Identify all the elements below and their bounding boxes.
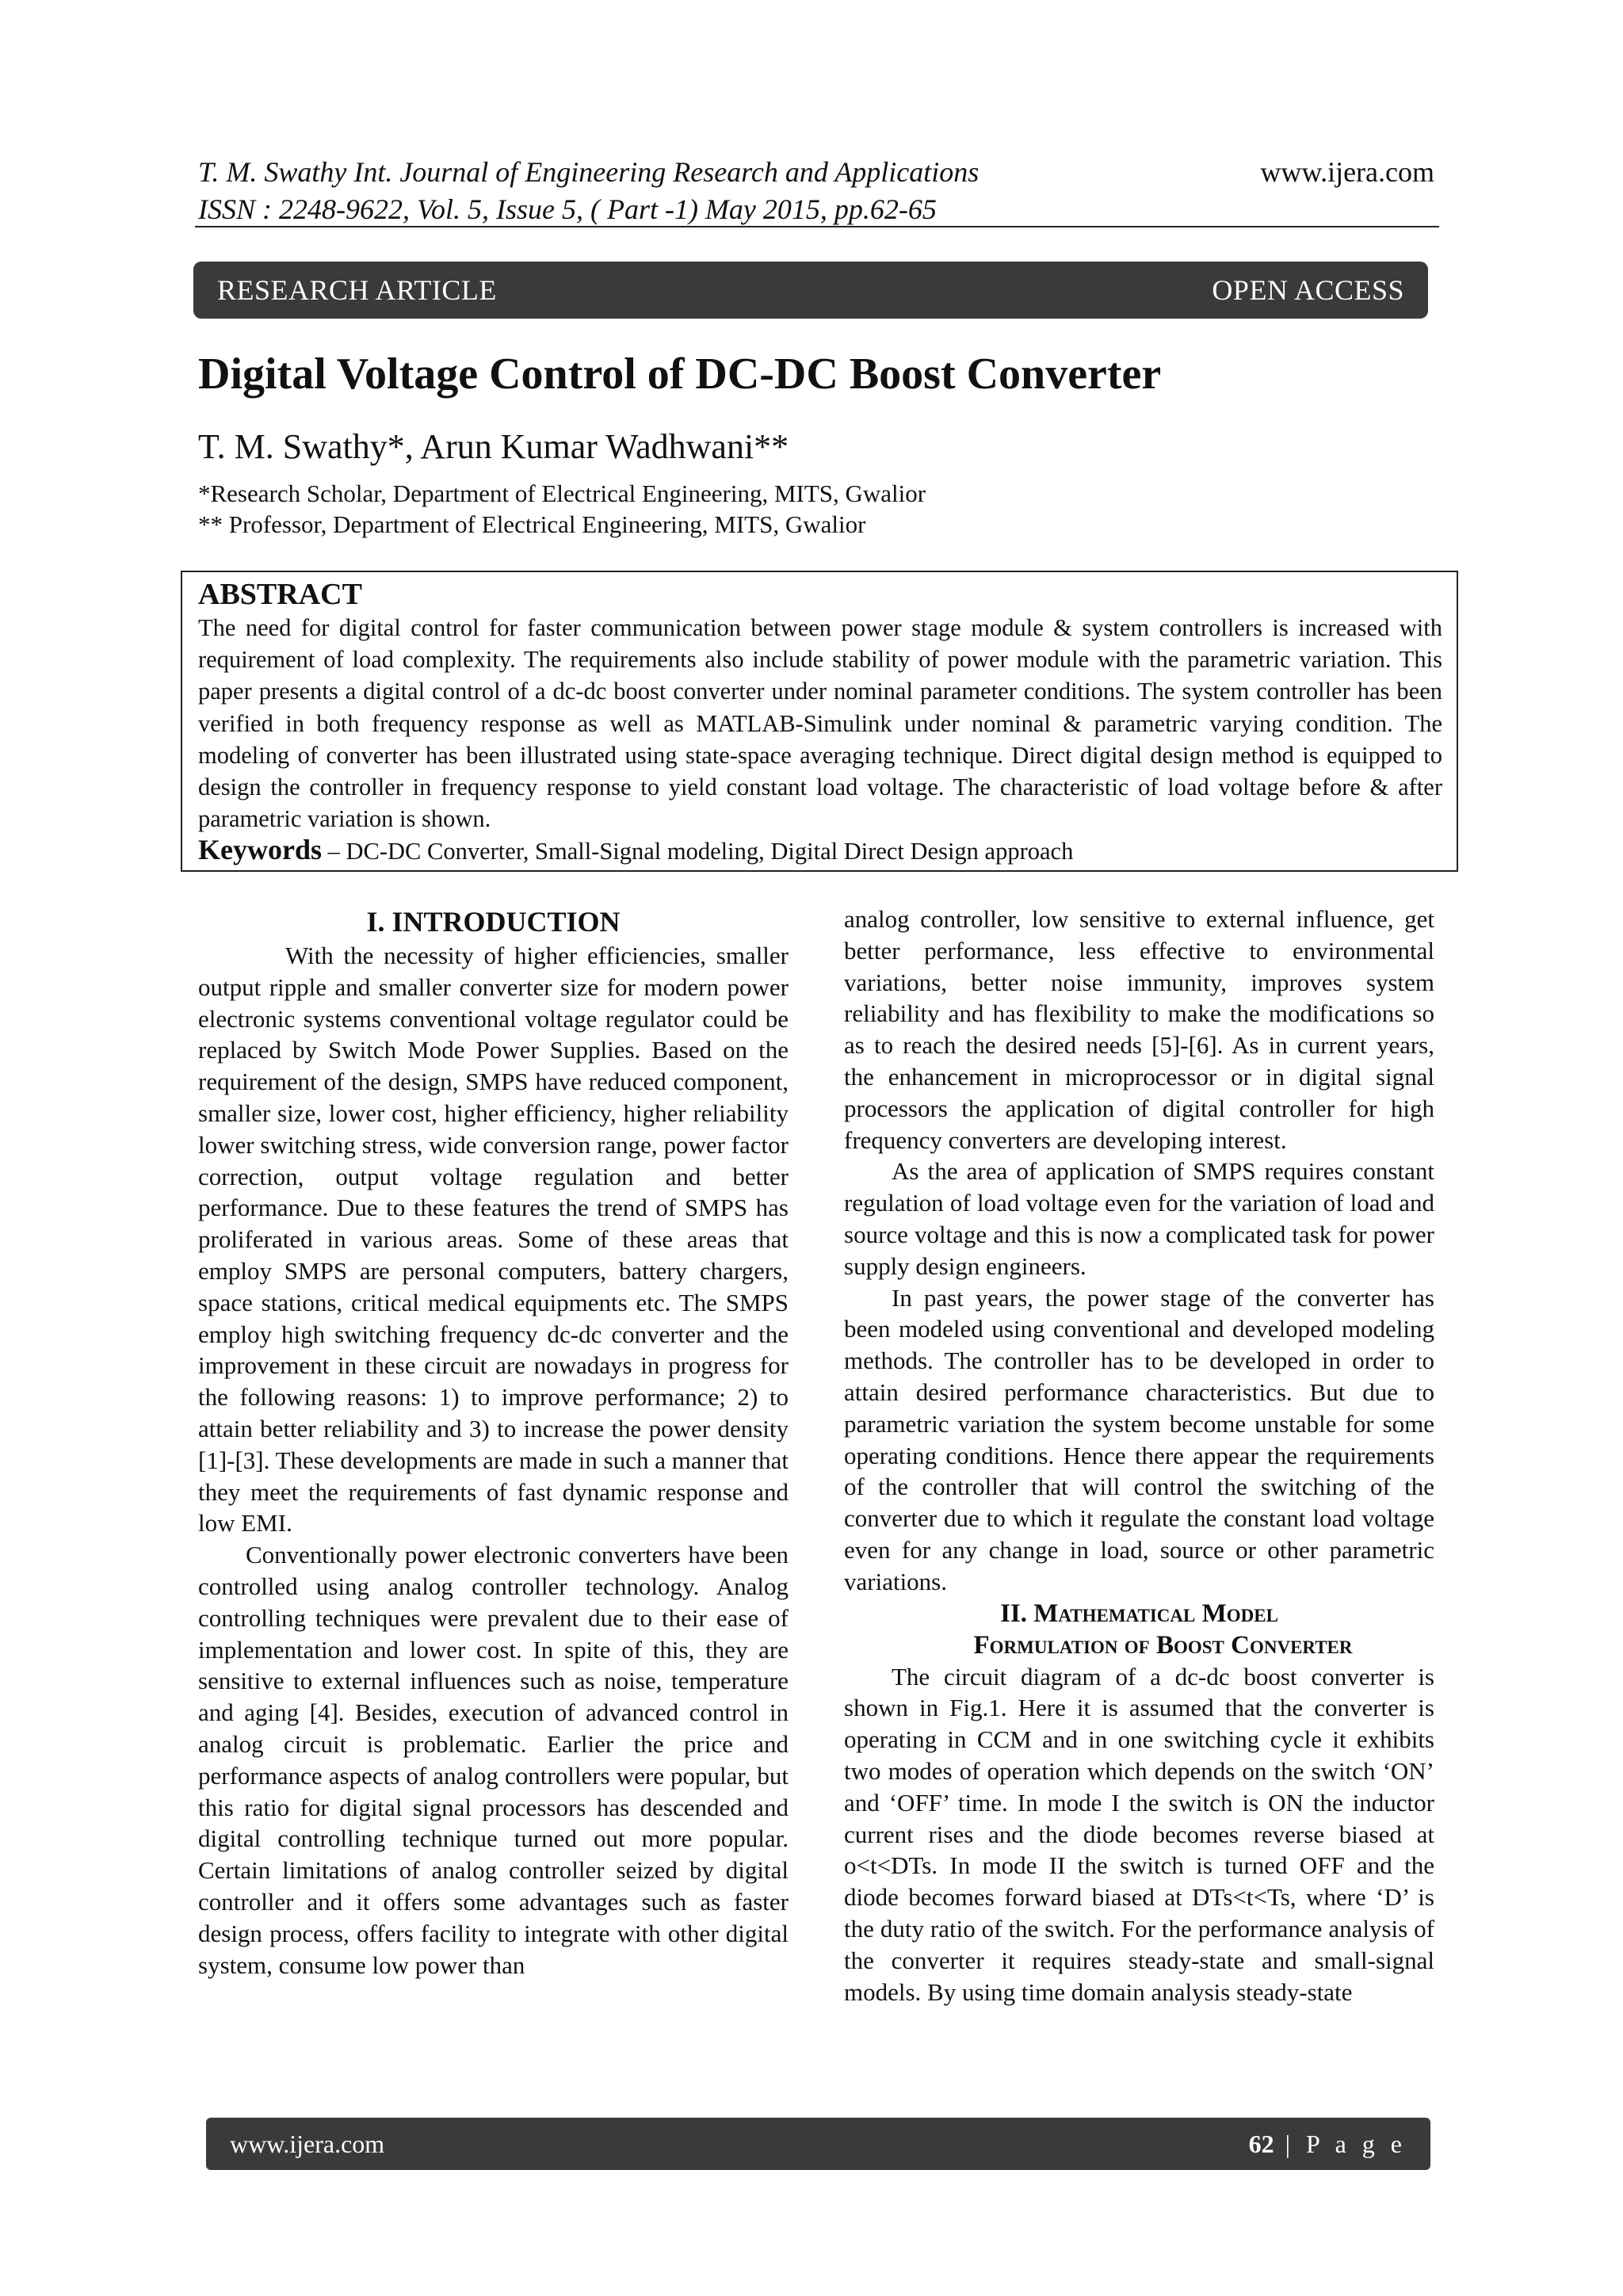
page-footer: [206, 2118, 1430, 2170]
keywords-text: – DC-DC Converter, Small-Signal modeling, Digital Direct Design approach: [322, 838, 1074, 865]
intro-paragraph-5: In past years, the power stage of the converter has been modeled using conventional and developed modeling methods. The controller has to be developed in order to attain desired performance characteristics. But due to parametric variation the system become unstable for some operating conditions. Hence there appear the requirements of the controller that will control the switching of the converter due to which it regulate the constant load voltage even for any change in load, source or other parametric variations.: [844, 1283, 1434, 1595]
left-column: [198, 904, 789, 1981]
issn-line: ISSN : 2248-9622, Vol. 5, Issue 5, ( Part -1) May 2015, pp.62-65: [198, 193, 937, 225]
keywords: [198, 834, 1073, 867]
intro-paragraph-3: analog controller, low sensitive to external influence, get better performance, less effective to environmental variations, better noise immunity, improves system reliability and has flexibility to make the modifications so as to reach the desired needs [5]-[6]. As in current years, the enhancement in microprocessor or in digital signal processors the application of digital controller for high frequency converters are developing interest.: [844, 905, 1434, 1154]
page-label: | P a g e: [1274, 2129, 1407, 2158]
intro-paragraph-4: As the area of application of SMPS requires constant regulation of load voltage even for the variation of load and source voltage and this is now a complicated task for power supply design engineers.: [844, 1157, 1434, 1280]
header-divider: [195, 226, 1439, 227]
section-2-heading-line-2: Formulation of Boost Converter: [973, 1630, 1353, 1660]
journal-website[interactable]: www.ijera.com: [1260, 156, 1434, 188]
footer-website[interactable]: www.ijera.com: [230, 2129, 385, 2158]
paper-authors: T. M. Swathy*, Arun Kumar Wadhwani**: [198, 427, 789, 466]
journal-line: T. M. Swathy Int. Journal of Engineering Research and Applications: [198, 156, 980, 188]
model-paragraph-1: The circuit diagram of a dc-dc boost converter is shown in Fig.1. Here it is assumed that the converter is operating in CCM and in one switching cycle it exhibits two modes of operation which depends on the switch ‘ON’ and ‘OFF’ time. In mode I the switch is ON the inductor current rises and the diode becomes reverse biased at o<t<DTs. In mode II the switch is turned OFF and the diode becomes forward biased at DTs<t<Ts, where ‘D’ is the duty ratio of the switch. For the performance analysis of the converter it requires steady-state and small-signal models. By using time domain analysis steady-state: [844, 1662, 1434, 2006]
journal-header: [198, 154, 979, 228]
open-access-label: OPEN ACCESS: [1212, 274, 1404, 306]
page-indicator: [1249, 2130, 1407, 2159]
abstract-heading: ABSTRACT: [198, 578, 362, 611]
section-2-heading-line-1: II. Mathematical Model: [1000, 1599, 1278, 1628]
article-type-banner: [193, 262, 1428, 319]
affiliation-2: ** Professor, Department of Electrical Engineering, MITS, Gwalior: [198, 510, 866, 538]
keywords-label: Keywords: [198, 834, 322, 865]
abstract-text: The need for digital control for faster communication between power stage module & system controllers is increased with requirement of load complexity. The requirements also include stability of power module with the parametric variation. This paper presents a digital control of a dc-dc boost converter under nominal parameter conditions. The system controller has been verified in both frequency response as well as MATLAB-Simulink under nominal & parametric varying condition. The modeling of converter has been illustrated using state-space averaging technique. Direct digital design method is equipped to design the controller in frequency response to yield constant load voltage. The characteristic of load voltage before & after parametric variation is shown.: [198, 614, 1442, 833]
research-article-label: RESEARCH ARTICLE: [217, 274, 497, 306]
page-number: 62: [1248, 2129, 1274, 2158]
right-column: [844, 904, 1434, 2008]
intro-paragraph-1: With the necessity of higher efficiencies, smaller output ripple and smaller converter size for modern power electronic systems conventional voltage regulator could be replaced by Switch Mode Power Supplies. Based on the requirement of the design, SMPS have reduced component, smaller size, lower cost, higher efficiency, higher reliability lower switching stress, wide conversion range, power factor correction, output voltage regulation and better performance. Due to these features the trend of SMPS has proliferated in various areas. Some of these areas that employ SMPS are personal computers, battery chargers, space stations, critical medical equipments etc. The SMPS employ high switching frequency dc-dc converter and the improvement in these circuit are nowadays in progress for the following reasons: 1) to improve performance; 2) to attain better reliability and 3) to increase the power density [1]-[3]. These developments are made in such a manner that they meet the requirements of fast dynamic response and low EMI.: [198, 942, 789, 1538]
paper-title: Digital Voltage Control of DC-DC Boost Converter: [198, 350, 1162, 399]
intro-paragraph-2: Conventionally power electronic converters have been controlled using analog controller technology. Analog controlling techniques were prevalent due to their ease of implementation and lower cost. In spite of this, they are sensitive to external influences such as noise, temperature and aging [4]. Besides, execution of advanced control in analog circuit is problematic. Earlier the price and performance aspects of analog controllers were popular, but this ratio for digital signal processors has descended and digital controlling technique turned out more popular. Certain limitations of analog controller seized by digital controller and it offers some advantages such as faster design process, offers facility to integrate with other digital system, consume low power than: [198, 1541, 789, 1979]
affiliation-1: *Research Scholar, Department of Electrical Engineering, MITS, Gwalior: [198, 479, 926, 507]
section-1-heading: I. INTRODUCTION: [366, 906, 621, 938]
